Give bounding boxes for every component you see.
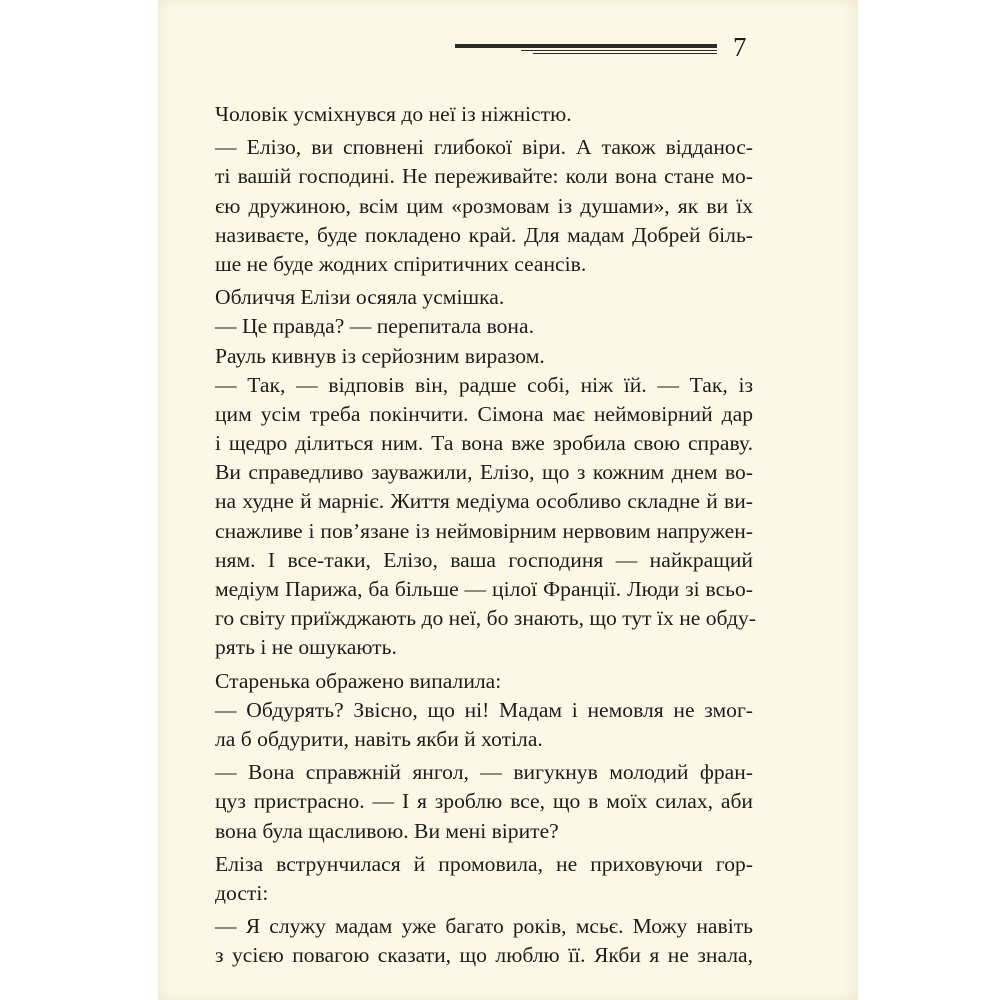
- text-line: — Вона справжній янгол, — вигукнув молодий фран-: [215, 760, 753, 785]
- body-text: [215, 100, 756, 970]
- text-line: дості:: [215, 880, 269, 905]
- text-line: Обличчя Елізи осяяла усмішка.: [215, 285, 505, 310]
- text-line: — Я служу мадам уже багато років, мсьє. Можу навіть: [215, 914, 753, 939]
- text-line: — Обдурять? Звісно, що ні! Мадам і немовля не змог-: [215, 697, 753, 722]
- text-line: єю дружиною, всім цим «розмовам із душами», як ви їх: [215, 193, 753, 218]
- text-line: ням. І все-таки, Елізо, ваша господиня — найкращий: [215, 547, 753, 572]
- text-line: Еліза вструнчилася й промовила, не приховуючи гор-: [215, 851, 753, 876]
- text-line: снажливе і пов’язане із неймовірним нервовим напружен-: [215, 518, 753, 543]
- text-line: — Елізо, ви сповнені глибокої віри. А також відданос-: [215, 135, 753, 160]
- text-line: цим усім треба покінчити. Сімона має неймовірний дар: [215, 401, 753, 426]
- text-line: — Так, — відповів він, радше собі, ніж їй. — Так, із: [215, 372, 753, 397]
- text-line: на худне й марніє. Життя медіума особливо складне й ви-: [215, 489, 753, 514]
- text-line: з усією повагою сказати, що люблю її. Якби я не знала,: [215, 943, 753, 968]
- text-line: ті вашій господині. Не переживайте: коли вона стане мо-: [215, 164, 753, 189]
- text-line: Ви справедливо зауважили, Елізо, що з кожним днем во-: [215, 460, 753, 485]
- text-line: називаєте, буде покладено край. Для мадам Добрей біль-: [215, 222, 753, 247]
- text-line: вона була щасливою. Ви мені вірите?: [215, 818, 559, 843]
- header-rule-thin: [521, 50, 717, 51]
- text-line: ше не буде жодних спіритичних сеансів.: [215, 251, 587, 276]
- header-rule: [455, 44, 717, 54]
- text-line: Рауль кивнув із серйозним виразом.: [215, 343, 545, 368]
- text-line: — Це правда? — перепитала вона.: [215, 314, 534, 339]
- text-line: цуз пристрасно. — І я зроблю все, що в моїх силах, аби: [215, 789, 753, 814]
- text-line: го світу приїжджають до неї, бо знають, що тут їх не обду-: [215, 606, 756, 631]
- text-line: Чоловік усміхнувся до неї із ніжністю.: [215, 102, 572, 126]
- text-line: Старенька ображено випалила:: [215, 668, 502, 693]
- text-line: і щедро ділиться ним. Та вона вже зробила свою справу.: [215, 431, 753, 456]
- running-head: [455, 32, 760, 62]
- text-line: медіум Парижа, ба більше — цілої Франції. Люди зі всьо-: [215, 577, 753, 601]
- header-rule-thin-lower: [533, 53, 717, 54]
- text-line: ла б обдурити, навіть якби й хотіла.: [215, 726, 543, 751]
- text-line: рять і не ошукають.: [215, 635, 397, 660]
- header-rule-thick: [455, 44, 717, 48]
- page-number: 7: [733, 32, 747, 62]
